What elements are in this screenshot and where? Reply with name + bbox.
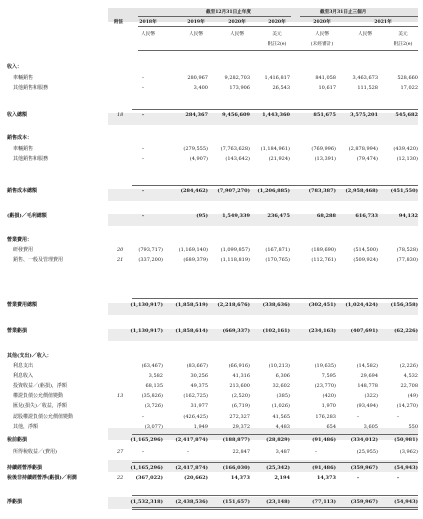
cell-value: (1,165,296) (130, 437, 163, 443)
cell-value: 14,373 (230, 475, 250, 481)
cell-value: – (141, 146, 145, 152)
cell-value: (77,113) (312, 499, 336, 505)
cell-value: 3,487 (275, 449, 290, 455)
cell-value: (3,726) (144, 403, 163, 409)
cell-value: 1,549,339 (222, 213, 250, 219)
cell-value: – (141, 75, 145, 81)
cell-value: (35,826) (141, 393, 163, 399)
row-label: 其他，淨額 (13, 424, 39, 430)
row-label: 其他銷售和服務 (13, 85, 49, 91)
total-rule (132, 298, 418, 299)
cell-value: 68,288 (316, 213, 336, 219)
cell-value: 550 (408, 424, 418, 430)
cell-value: 9,456,609 (222, 112, 250, 118)
cell-value: (1,024,424) (345, 302, 378, 308)
cell-value: (1,858,614) (175, 328, 208, 334)
cell-value: (1,532,318) (130, 499, 163, 505)
year-header: 2020年 (268, 20, 286, 25)
final-double-rule (132, 507, 418, 508)
cell-value: – (141, 156, 145, 162)
cell-value: 1,443,360 (262, 112, 290, 118)
cell-value: 545,682 (395, 112, 418, 118)
cell-value: 213,600 (229, 383, 250, 389)
cell-value: 3,575,201 (350, 112, 378, 118)
year-header: 2018年 (139, 20, 157, 25)
cell-value: 32,602 (272, 383, 290, 389)
cell-value: 148,778 (357, 383, 378, 389)
cell-value: (783,387) (308, 188, 336, 194)
note-ref: 18 (117, 112, 124, 118)
cell-value: (367,022) (135, 475, 163, 481)
header-rule (138, 16, 291, 17)
cell-value: (338,636) (262, 302, 290, 308)
cell-value: (3,962) (399, 449, 418, 455)
cell-value: – (314, 449, 318, 455)
cell-value: (7,907,270) (217, 188, 250, 194)
row-label: 投資收益／(虧損)，淨額 (13, 383, 67, 389)
cell-value: (170,765) (265, 257, 290, 263)
cell-value: (25,955) (356, 449, 378, 455)
cell-value: 280,967 (187, 75, 208, 81)
year-header: 2019年 (187, 20, 205, 25)
cell-value: (93,494) (356, 403, 378, 409)
cell-value: 111,528 (357, 85, 378, 91)
cell-value: (420) (322, 393, 336, 399)
cell-value: 68,135 (145, 383, 163, 389)
cell-value: (14,582) (356, 363, 378, 369)
cell-value: (14,270) (396, 403, 418, 409)
cell-value: 528,660 (397, 75, 418, 81)
row-label: 認股權證負債公允價值變動 (13, 414, 74, 420)
cell-value: – (141, 213, 145, 219)
cell-value: – (396, 475, 400, 481)
cell-value: (793,717) (138, 247, 163, 253)
cell-value: (6,719) (231, 403, 250, 409)
row-label: 所得稅收益／(費用) (13, 449, 57, 455)
cell-value: (188,877) (222, 437, 250, 443)
cell-value: 851,675 (313, 112, 336, 118)
cell-value: (7,763,628) (220, 146, 250, 152)
cell-value: 3,463,673 (352, 75, 378, 81)
currency-header: 人民幣 (357, 32, 373, 37)
row-label: 稅後非持續經營淨(虧損)／利潤 (7, 475, 77, 481)
row-label: 營業費用： (7, 237, 33, 243)
cell-value: (1,169,140) (178, 247, 208, 253)
cell-value: – (141, 112, 145, 118)
cell-value: (284,462) (180, 188, 208, 194)
note-ref: 21 (117, 257, 124, 263)
cell-value: (66,916) (228, 363, 250, 369)
cell-value: 654 (326, 424, 336, 430)
cell-value: 17,022 (400, 85, 418, 91)
note-ref: 22 (117, 475, 124, 481)
row-label: 匯兌(損失)／收益，淨額 (13, 403, 67, 409)
cell-value: (279,555) (183, 146, 208, 152)
final-double-rule (132, 509, 418, 510)
cell-value: (1,184,961) (260, 146, 290, 152)
cell-value: (4,907) (189, 156, 208, 162)
cell-value: (669,337) (222, 328, 250, 334)
row-label: 持續經營淨虧損 (7, 465, 43, 471)
cell-value: (1,118,819) (220, 257, 250, 263)
cell-value: 6,306 (275, 373, 290, 379)
header-rule (300, 16, 418, 17)
cell-value: (407,691) (350, 328, 378, 334)
cell-value: (385) (276, 393, 290, 399)
cell-value: 41,565 (272, 414, 290, 420)
cell-value: 14,373 (316, 475, 336, 481)
cell-value: (23,770) (314, 383, 336, 389)
total-rule (132, 109, 418, 110)
cell-value: (2,218,676) (217, 302, 250, 308)
currency-header: 人民幣 (229, 32, 245, 37)
cell-value: (49) (407, 393, 418, 399)
cell-value: – (141, 85, 145, 91)
cell-value: (112,761) (311, 257, 336, 263)
cell-value: 9,282,703 (224, 75, 250, 81)
cell-value: (28,829) (266, 437, 290, 443)
row-label: 銷售成本： (7, 135, 33, 141)
cell-value: 29,694 (360, 373, 378, 379)
cell-value: (1,206,885) (257, 188, 290, 194)
cell-value: (2,520) (231, 393, 250, 399)
cell-value: (234,163) (308, 328, 336, 334)
cell-value: 3,605 (363, 424, 378, 430)
cell-value: 3,400 (193, 85, 208, 91)
cell-value: (509,924) (353, 257, 378, 263)
cell-value: (302,451) (308, 302, 336, 308)
cell-value: – (141, 449, 145, 455)
cell-value: (83,667) (186, 363, 208, 369)
cell-value: (3,077) (144, 424, 163, 430)
cell-value: 31,977 (190, 403, 208, 409)
row-label: 利息支出 (13, 363, 34, 369)
row-label: (虧損)／毛利總額 (7, 213, 47, 219)
cell-value: 29,372 (232, 424, 250, 430)
cell-value: (25,342) (266, 465, 290, 471)
total-rule (132, 462, 418, 463)
cell-value: (2,438,536) (175, 499, 208, 505)
cell-value: (1,130,917) (130, 302, 163, 308)
cell-value: (769,996) (311, 146, 336, 152)
total-rule (132, 495, 418, 496)
header-rule (138, 26, 418, 27)
cell-value: (166,030) (222, 465, 250, 471)
cell-value: (95) (196, 213, 208, 219)
cell-value: 3,582 (148, 373, 163, 379)
cell-value: 2,194 (274, 475, 290, 481)
cell-value: (102,161) (262, 328, 290, 334)
currency-header: 人民幣 (314, 32, 330, 37)
cell-value: (451,550) (390, 188, 418, 194)
cell-value: 841,058 (315, 75, 336, 81)
cell-value: – (186, 449, 190, 455)
cell-value: 176,283 (315, 414, 336, 420)
annual-period-header: 截至12月31日止年度 (206, 10, 251, 15)
row-label: 研發費用 (13, 247, 34, 253)
currency-header: 人民幣 (188, 32, 204, 37)
row-label: 稅前虧損 (7, 437, 28, 443)
cell-value: (337,200) (138, 257, 163, 263)
cell-value: (91,486) (312, 465, 336, 471)
year-header: 2020年 (228, 20, 246, 25)
cell-value: (1,165,296) (130, 465, 163, 471)
cell-value: 30,256 (190, 373, 208, 379)
cell-value: 94,132 (398, 213, 418, 219)
row-label: 其他(支出)／收入： (7, 353, 52, 359)
cell-value: 22,847 (232, 449, 250, 455)
cell-value: (78,528) (396, 247, 418, 253)
cell-value: (91,486) (312, 437, 336, 443)
cell-value: (12,130) (396, 156, 418, 162)
cell-value: (63,467) (141, 363, 163, 369)
cell-value: (322) (364, 393, 378, 399)
cell-value: – (141, 414, 145, 420)
header-rule (138, 50, 418, 51)
row-label: 收入： (7, 64, 23, 70)
row-label: 車輛銷售 (13, 146, 34, 152)
cell-value: (50,981) (394, 437, 418, 443)
row-label: 銷售、一般及管理費用 (13, 257, 64, 263)
cell-value: – (356, 414, 360, 420)
currency-header: 人民幣 (140, 32, 156, 37)
note-ref: 27 (117, 449, 124, 455)
row-label: 淨虧損 (7, 499, 23, 505)
row-label: 營業虧損 (7, 328, 28, 334)
cell-value: (1,026) (271, 403, 290, 409)
cell-value: 272,327 (229, 414, 250, 420)
cell-value: 616,733 (355, 213, 378, 219)
cell-value: (54,943) (394, 465, 418, 471)
currency-header: 美元 (398, 32, 408, 37)
cell-value: (2,878,994) (348, 146, 378, 152)
cell-value: (151,657) (222, 499, 250, 505)
note-ref: 13 (117, 393, 124, 399)
cell-value: 173,906 (229, 85, 250, 91)
cell-value: – (356, 475, 360, 481)
cell-value: 10,617 (318, 85, 336, 91)
row-label: 收入總額 (7, 112, 28, 118)
cell-value: 1,949 (193, 424, 208, 430)
row-label: 車輛銷售 (13, 75, 34, 81)
row-label: 權證負債公允價值變動 (13, 393, 64, 399)
cell-value: (13,391) (314, 156, 336, 162)
cell-value: – (141, 188, 145, 194)
cell-value: (21,924) (268, 156, 290, 162)
row-label: 營業費用總額 (7, 302, 38, 308)
row-label: 銷售成本總額 (7, 188, 38, 194)
cell-value: (1,858,519) (175, 302, 208, 308)
cell-value: 49,375 (190, 383, 208, 389)
cell-value: 4,532 (403, 373, 418, 379)
year-header: 2021年 (374, 20, 392, 25)
cell-value: 7,595 (321, 373, 336, 379)
cell-value: (54,943) (394, 499, 418, 505)
cell-value: (162,725) (183, 393, 208, 399)
cell-value: (20,662) (184, 475, 208, 481)
cell-value: (334,012) (350, 437, 378, 443)
cell-value: (359,967) (350, 465, 378, 471)
cell-value: (79,474) (356, 156, 378, 162)
column-subnote: 附註2(e) (267, 42, 287, 47)
note-column-header: 附註 (114, 20, 124, 25)
column-subnote: (未經審計) (310, 42, 334, 47)
cell-value: 1,416,817 (264, 75, 290, 81)
cell-value: 22,708 (400, 383, 418, 389)
cell-value: (359,967) (350, 499, 378, 505)
cell-value: (426,425) (183, 414, 208, 420)
cell-value: 26,543 (272, 85, 290, 91)
total-rule (132, 185, 418, 186)
cell-value: (189,690) (311, 247, 336, 253)
cell-value: (77,830) (396, 257, 418, 263)
cell-value: (2,226) (399, 363, 418, 369)
row-label: 利息收入 (13, 373, 34, 379)
cell-value: (2,417,874) (175, 437, 208, 443)
cell-value: (1,099,857) (220, 247, 250, 253)
cell-value: (689,379) (183, 257, 208, 263)
column-subnote: 附註2(e) (393, 42, 413, 47)
row-label: 其他銷售和服務 (13, 156, 49, 162)
cell-value: (167,871) (265, 247, 290, 253)
cell-value: (2,958,468) (345, 188, 378, 194)
currency-header: 美元 (272, 32, 282, 37)
cell-value: – (396, 414, 400, 420)
total-rule (132, 434, 418, 435)
year-header: 2020年 (313, 20, 331, 25)
cell-value: 41,316 (232, 373, 250, 379)
note-ref: 20 (117, 247, 124, 253)
cell-value: (156,358) (390, 302, 418, 308)
cell-value: (439,420) (393, 146, 418, 152)
cell-value: (2,417,874) (175, 465, 208, 471)
cell-value: (23,148) (266, 499, 290, 505)
cell-value: (19,635) (314, 363, 336, 369)
cell-value: 284,367 (185, 112, 208, 118)
quarter-period-header: 截至3月31日止三個月 (320, 10, 367, 15)
cell-value: (143,642) (225, 156, 250, 162)
cell-value: 236,475 (267, 213, 290, 219)
cell-value: 1,970 (321, 403, 336, 409)
cell-value: (10,213) (268, 363, 290, 369)
cell-value: (514,500) (353, 247, 378, 253)
cell-value: (62,226) (394, 328, 418, 334)
cell-value: 4,483 (275, 424, 290, 430)
cell-value: (1,130,917) (130, 328, 163, 334)
